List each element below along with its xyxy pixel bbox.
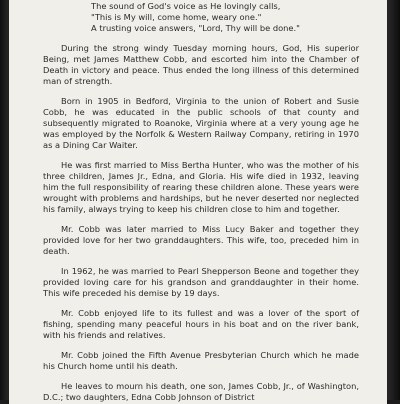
- poem-line: The sound of God's voice as He lovingly calls,: [91, 1, 281, 11]
- paragraph: Mr. Cobb joined the Fifth Avenue Presbyterian Church which he made his Church home until his death.: [43, 350, 359, 371]
- obituary-body: [43, 43, 359, 404]
- obituary-page: [9, 0, 387, 404]
- paragraph: He was first married to Miss Bertha Hunter, who was the mother of his three children, James Jr., Edna, and Gloria. His wife died in 1932, leaving him the full responsibility of rearing these children alone. These years were wrought with problems and hardships, but he never deserted nor neglected his family, always trying to keep his children close to him and together.: [43, 160, 359, 214]
- paragraph: In 1962, he was married to Pearl Shepperson Beone and together they provided loving care for his grandson and granddaughter in their home. This wife preceded his demise by 19 days.: [43, 266, 359, 298]
- paragraph: Mr. Cobb was later married to Miss Lucy Baker and together they provided love for her two granddaughters. This wife, too, preceded him in death.: [43, 224, 359, 256]
- poem-line: "This is My will, come home, weary one.": [91, 12, 262, 22]
- poem-line: A trusting voice answers, "Lord, Thy will be done.": [91, 23, 300, 33]
- scan-left-border: [0, 0, 9, 400]
- paragraph: During the strong windy Tuesday morning hours, God, His superior Being, met James Matthew Cobb, and escorted him into the Chamber of Death in victory and peace. Thus ended the long illness of this determined man of strength.: [43, 43, 359, 86]
- paragraph: He leaves to mourn his death, one son, James Cobb, Jr., of Washington, D.C.; two daughters, Edna Cobb Johnson of District: [43, 381, 359, 402]
- scan-right-border: [387, 0, 400, 400]
- paragraph: Born in 1905 in Bedford, Virginia to the union of Robert and Susie Cobb, he was educated in the public schools of that county and subsequently migrated to Roanoke, Virginia where at a very young age he was employed by the Norfolk & Western Railway Company, retiring in 1970 as a Dining Car Waiter.: [43, 96, 359, 150]
- poem-stanza: [91, 0, 300, 34]
- paragraph: Mr. Cobb enjoyed life to its fullest and was a lover of the sport of fishing, spending many peaceful hours in his boat and on the river bank, with his friends and relatives.: [43, 308, 359, 340]
